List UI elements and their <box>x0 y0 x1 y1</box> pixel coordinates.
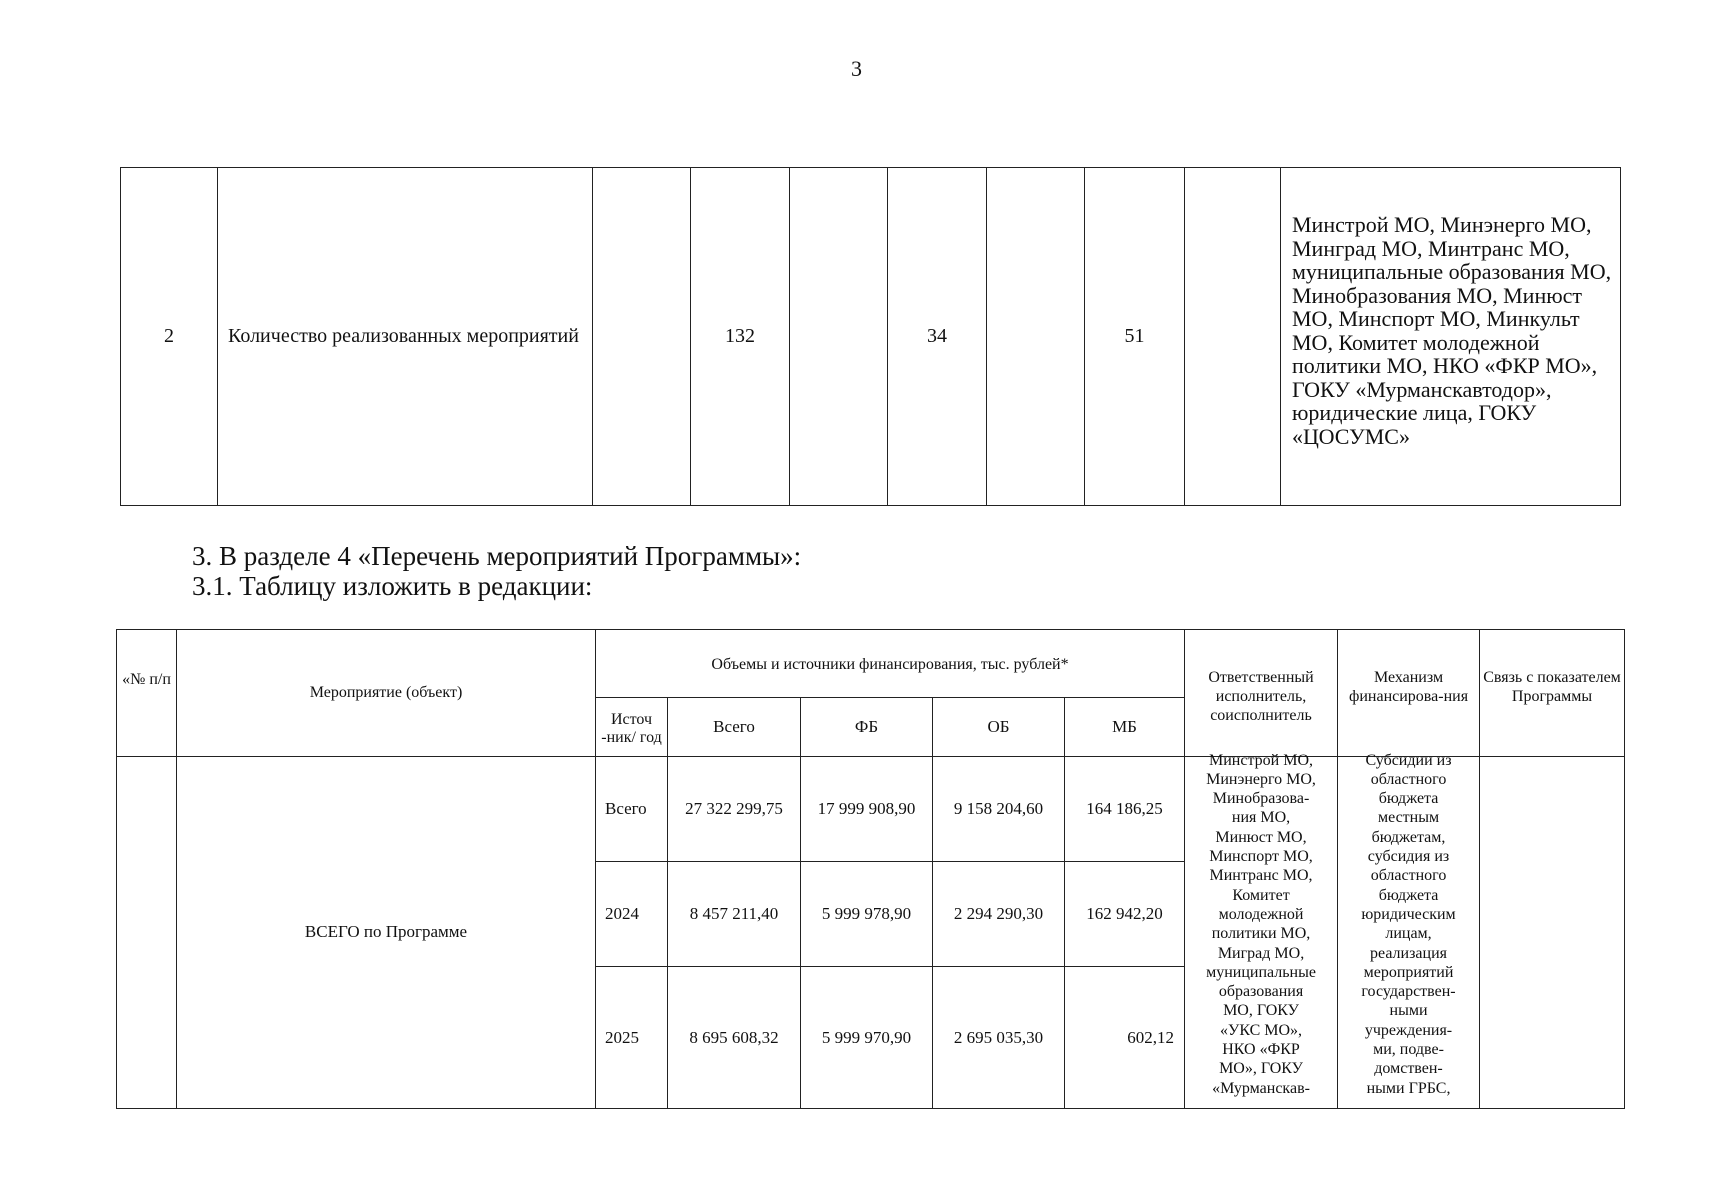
mechanism-line: домствен- <box>1374 1060 1443 1078</box>
indicator-name: Количество реализованных мероприятий <box>218 168 593 506</box>
responsible-line: ния МО, <box>1231 809 1291 827</box>
responsible-line: Минюст МО, <box>1215 828 1307 846</box>
page-number: 3 <box>851 56 862 81</box>
header-link: Связь с показателем Программы <box>1480 630 1625 757</box>
header-fb: ФБ <box>801 697 933 756</box>
source-cell: 2025 <box>596 967 668 1109</box>
responsible-line: молодежной <box>1218 905 1304 923</box>
fb-cell: 5 999 970,90 <box>801 967 933 1109</box>
mechanism-line: местным <box>1377 809 1440 827</box>
value-cell <box>593 168 691 506</box>
mechanism-line: ми, подве- <box>1373 1041 1444 1059</box>
header-mb: МБ <box>1065 697 1185 756</box>
header-num: «№ п/п <box>117 630 177 757</box>
responsible-line: Минобразова- <box>1212 790 1310 808</box>
header-row <box>117 630 1625 698</box>
row-number <box>117 756 177 1108</box>
mechanism-line: бюджета <box>1378 790 1439 808</box>
header-funding: Объемы и источники финансирования, тыс. рублей* <box>596 630 1185 698</box>
responsible-line: «Мурманскав- <box>1212 1079 1310 1097</box>
mechanism-line: лицам, <box>1385 925 1432 943</box>
ob-cell: 2 294 290,30 <box>933 861 1065 966</box>
responsible-line: Минэнерго МО, <box>1206 770 1316 788</box>
responsible-line: Минтранс МО, <box>1209 867 1313 885</box>
mechanism-line: государствен- <box>1361 983 1456 1001</box>
mechanism-line: мероприятий <box>1363 963 1454 981</box>
total-cell: 27 322 299,75 <box>668 756 801 861</box>
header-total: Всего <box>668 697 801 756</box>
mechanism-line: бюджета <box>1378 886 1439 904</box>
fb-cell: 17 999 908,90 <box>801 756 933 861</box>
responsible-line: НКО «ФКР <box>1222 1041 1300 1059</box>
responsible-line: образования <box>1218 983 1304 1001</box>
responsible-line: Комитет <box>1232 886 1290 904</box>
table-row <box>117 756 1625 861</box>
ob-cell: 9 158 204,60 <box>933 756 1065 861</box>
section-subheading: 3.1. Таблицу изложить в редакции: <box>192 571 593 601</box>
value-cell: 34 <box>888 168 987 506</box>
responsible-line: политики МО, <box>1211 925 1311 943</box>
mechanism-line: областного <box>1370 867 1447 885</box>
responsible-line: «УКС МО», <box>1219 1021 1303 1039</box>
link-cell <box>1480 756 1625 1108</box>
mechanism-list <box>1338 751 1479 1098</box>
header-source: Источ -ник/ год <box>596 697 668 756</box>
responsible-line: Миград МО, <box>1217 944 1305 962</box>
fb-cell: 5 999 978,90 <box>801 861 933 966</box>
mechanism-line: бюджетам, <box>1371 828 1446 846</box>
responsible-line: МО, ГОКУ <box>1223 1002 1299 1020</box>
value-cell <box>1185 168 1281 506</box>
header-event: Мероприятие (объект) <box>177 630 596 757</box>
source-cell: Всего <box>596 756 668 861</box>
mb-cell: 602,12 <box>1065 967 1185 1109</box>
ob-cell: 2 695 035,30 <box>933 967 1065 1109</box>
mechanism-line: Субсидии из <box>1365 751 1452 769</box>
mechanism-line: ными ГРБС, <box>1366 1079 1451 1097</box>
value-cell <box>987 168 1085 506</box>
value-cell <box>790 168 888 506</box>
responsible-line: муниципальные <box>1206 963 1316 981</box>
responsible-line: МО», ГОКУ <box>1219 1060 1303 1078</box>
header-ob: ОБ <box>933 697 1065 756</box>
mechanism-line: субсидия из <box>1367 848 1450 866</box>
mechanism-cell <box>1338 751 1480 1108</box>
row-number: 2 <box>121 168 218 506</box>
program-events-table <box>116 629 1625 1109</box>
value-cell: 132 <box>691 168 790 506</box>
mechanism-line: учреждения- <box>1364 1021 1453 1039</box>
mb-cell: 162 942,20 <box>1065 861 1185 966</box>
responsible-cell: Минстрой МО, Минэнерго МО, Минград МО, Минтранс МО, муниципальные образования МО, Минобразования МО, Минюст МО, Минспорт МО, Минкульт МО, Комитет молодежной политики МО, НКО «ФКР МО», ГОКУ «Мурманскавтодор», юридические лица, ГОКУ «ЦОСУМС» <box>1281 168 1621 506</box>
table-row <box>121 168 1621 506</box>
responsible-line: Минстрой МО, <box>1209 751 1313 769</box>
mechanism-line: ными <box>1389 1002 1428 1020</box>
total-cell: 8 695 608,32 <box>668 967 801 1109</box>
indicators-table <box>120 167 1621 506</box>
source-cell: 2024 <box>596 861 668 966</box>
header-responsible: Ответственный исполнитель, соисполнитель <box>1185 630 1338 757</box>
value-cell: 51 <box>1085 168 1185 506</box>
mechanism-line: областного <box>1370 770 1447 788</box>
event-name: ВСЕГО по Программе <box>177 756 596 1108</box>
total-cell: 8 457 211,40 <box>668 861 801 966</box>
header-mechanism: Механизм финансирова-ния <box>1338 630 1480 757</box>
responsible-cell <box>1185 751 1338 1108</box>
responsible-line: Минспорт МО, <box>1209 848 1313 866</box>
mechanism-line: юридическим <box>1361 905 1456 923</box>
mechanism-line: реализация <box>1370 944 1448 962</box>
responsible-list <box>1185 751 1337 1098</box>
section-heading: 3. В разделе 4 «Перечень мероприятий Программы»: <box>192 541 802 571</box>
mb-cell: 164 186,25 <box>1065 756 1185 861</box>
